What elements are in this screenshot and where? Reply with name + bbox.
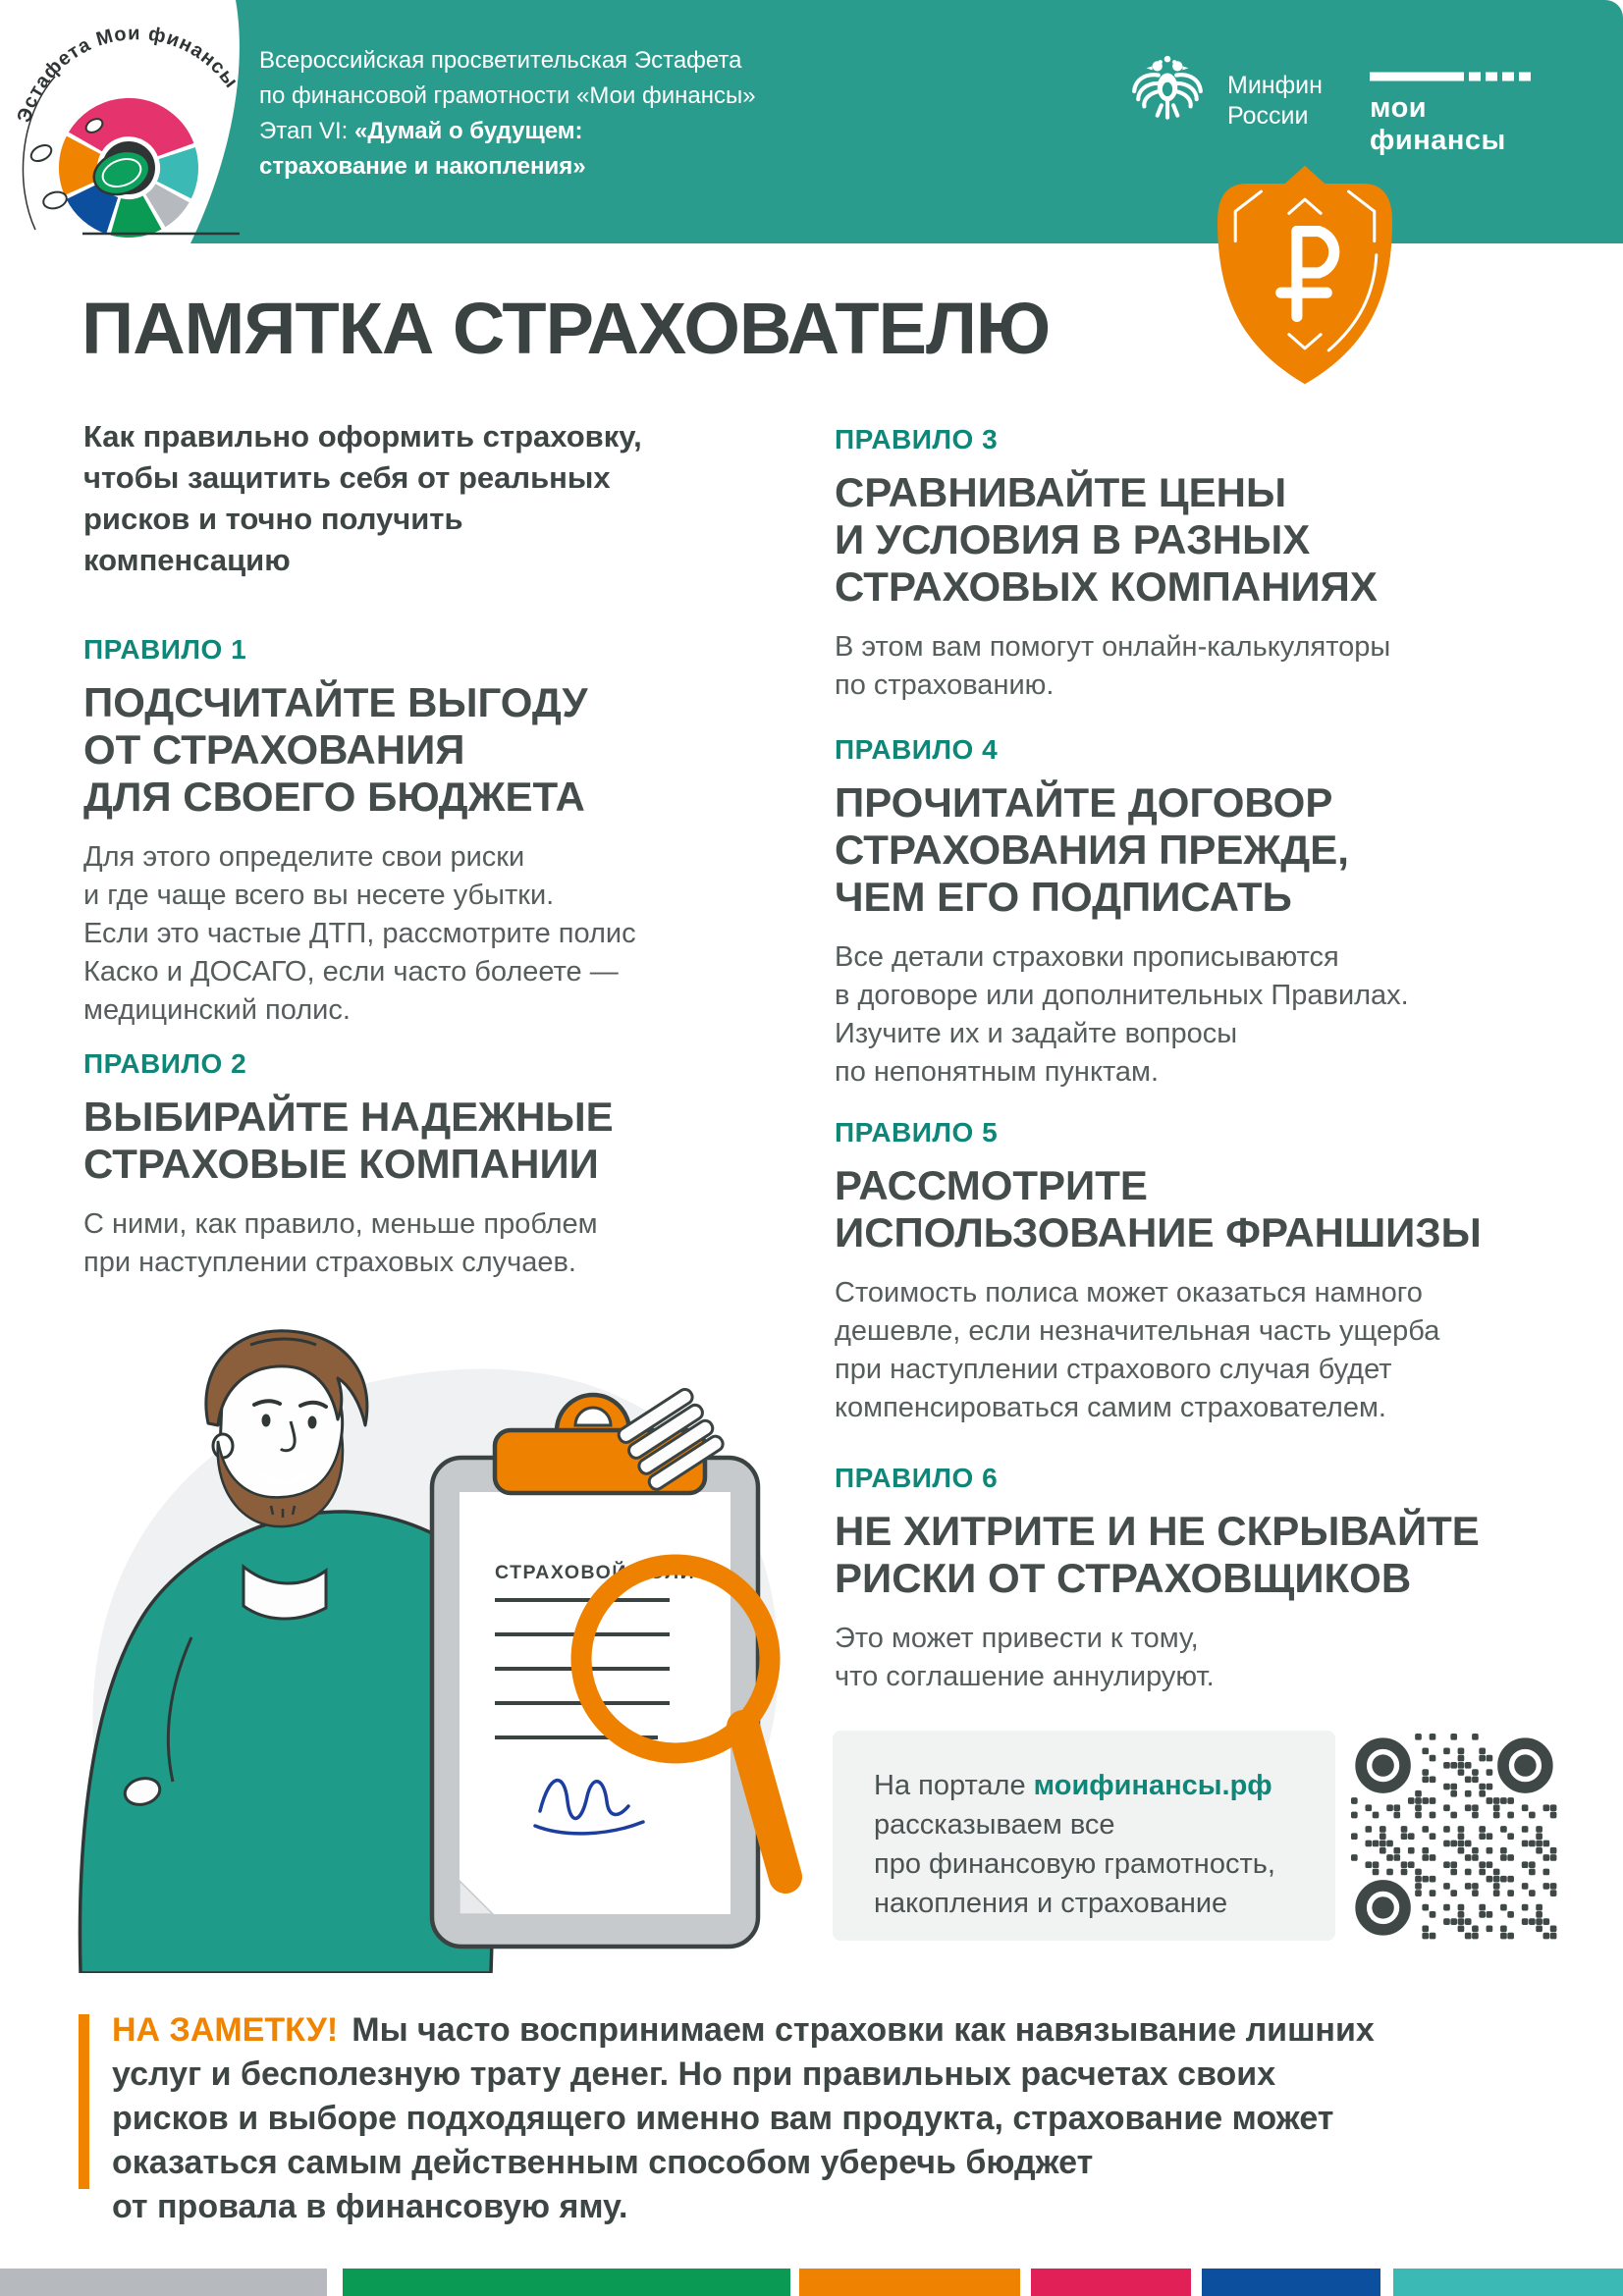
rule-6-body: Это может привести к тому, что соглашение аннулируют. — [835, 1623, 1215, 1692]
intro-text: Как правильно оформить страховку, чтобы защитить себя от реальных рисков и точно получить компенсацию — [83, 419, 642, 577]
footer-label: НА ЗАМЕТКУ! — [112, 2011, 339, 2049]
program-line-4: страхование и накопления» — [259, 153, 586, 180]
qr-code — [1351, 1734, 1557, 1940]
policy-title-text: СТРАХОВОЙ ПОЛИС — [495, 1562, 711, 1583]
man-with-policy-illustration — [29, 1276, 815, 1973]
man-eye-right — [308, 1416, 317, 1429]
page-title: ПАМЯТКА СТРАХОВАТЕЛЮ — [81, 288, 1051, 369]
rule-5-section — [835, 1117, 1482, 1427]
brand-stripe-green — [343, 2269, 790, 2296]
rule-6-label: ПРАВИЛО 6 — [835, 1463, 999, 1493]
rule-1-heading: ПОДСЧИТАЙТЕ ВЫГОДУ ОТ СТРАХОВАНИЯ ДЛЯ СВОЕГО БЮДЖЕТА — [83, 679, 588, 820]
logo-arc-text: Эстафета Мои финансы — [13, 23, 243, 126]
man-eye-left — [262, 1415, 271, 1427]
mf-logo-ruler-icon — [1370, 72, 1539, 81]
minfin-eagle-icon — [1131, 53, 1204, 132]
rule-1-body: Для этого определите свои риски и где чаще всего вы несете убытки. Если это частые ДТП, рассмотрите полис Каско и ДОСАГО, если часто болеете — медицинский полис. — [83, 841, 636, 1026]
program-title — [259, 43, 756, 185]
brand-stripe-orange — [799, 2269, 1020, 2296]
brand-stripe-gray — [0, 2269, 327, 2296]
rule-4-heading: ПРОЧИТАЙТЕ ДОГОВОР СТРАХОВАНИЯ ПРЕЖДЕ, ЧЕМ ЕГО ПОДПИСАТЬ — [835, 779, 1349, 920]
rule-2-body: С ними, как правило, меньше проблем при наступлении страховых случаев. — [83, 1208, 598, 1278]
rule-5-body: Стоимость полиса может оказаться намного дешевле, если незначительная часть ущерба при наступлении страхового случая будет компенсироваться самим страхователем. — [835, 1277, 1440, 1423]
program-line-2: по финансовой грамотности «Мои финансы» — [259, 82, 756, 109]
footer-note — [112, 2008, 1595, 2229]
rule-5-heading: РАССМОТРИТЕ ИСПОЛЬЗОВАНИЕ ФРАНШИЗЫ — [835, 1162, 1482, 1255]
man-ear — [213, 1434, 233, 1458]
program-line-1: Всероссийская просветительская Эстафета — [259, 47, 742, 74]
brand-stripe-blue — [1202, 2269, 1380, 2296]
moi-finansy-logo — [1370, 69, 1546, 157]
rule-3-section — [835, 424, 1390, 705]
portal-line-1: На портале моифинансы.рф — [874, 1770, 1272, 1801]
rule-2-label: ПРАВИЛО 2 — [83, 1048, 247, 1079]
rule-3-body: В этом вам помогут онлайн-калькуляторы по страхованию. — [835, 631, 1391, 701]
portal-promo-panel — [833, 1731, 1335, 1941]
portal-link[interactable]: моифинансы.рф — [1033, 1770, 1272, 1801]
brand-stripe-pink — [1031, 2269, 1191, 2296]
footer-line-1: НА ЗАМЕТКУ! Мы часто воспринимаем страховки как навязывание лишних — [112, 2011, 1375, 2049]
mf-logo-text: мои финансы — [1370, 92, 1506, 156]
rule-6-heading: НЕ ХИТРИТЕ И НЕ СКРЫВАЙТЕ РИСКИ ОТ СТРАХОВЩИКОВ — [835, 1508, 1480, 1601]
estafeta-logo — [6, 6, 253, 243]
program-line-3: Этап VI: «Думай о будущем: — [259, 118, 583, 144]
rule-6-section — [835, 1463, 1480, 1696]
rule-4-label: ПРАВИЛО 4 — [835, 734, 999, 765]
rule-4-section — [835, 734, 1409, 1092]
rule-3-label: ПРАВИЛО 3 — [835, 424, 999, 454]
footer-lines: услуг и бесполезную трату денег. Но при правильных расчетах своих рисков и выборе подходящего именно вам продукта, страхование может оказаться самым действенным способом уберечь бюджет от провала в финансовую яму. — [112, 2056, 1334, 2225]
rule-5-label: ПРАВИЛО 5 — [835, 1117, 999, 1148]
rule-1-label: ПРАВИЛО 1 — [83, 634, 247, 665]
minfin-label: Минфин России — [1227, 72, 1323, 130]
rule-2-heading: ВЫБИРАЙТЕ НАДЕЖНЫЕ СТРАХОВЫЕ КОМПАНИИ — [83, 1094, 614, 1187]
rule-1-section — [83, 634, 636, 1030]
shield-ruble-icon — [1217, 159, 1392, 389]
footer-accent-bar — [79, 2014, 89, 2189]
rule-3-heading: СРАВНИВАЙТЕ ЦЕНЫ И УСЛОВИЯ В РАЗНЫХ СТРАХОВЫХ КОМПАНИЯХ — [835, 469, 1378, 610]
rule-4-body: Все детали страховки прописываются в договоре или дополнительных Правилах. Изучите их и задайте вопросы по непонятным пунктам. — [835, 941, 1409, 1088]
brand-stripe-teal — [1393, 2269, 1623, 2296]
rule-2-section — [83, 1048, 614, 1282]
portal-lines: рассказываем все про финансовую грамотность, накопления и страхование — [874, 1809, 1275, 1919]
